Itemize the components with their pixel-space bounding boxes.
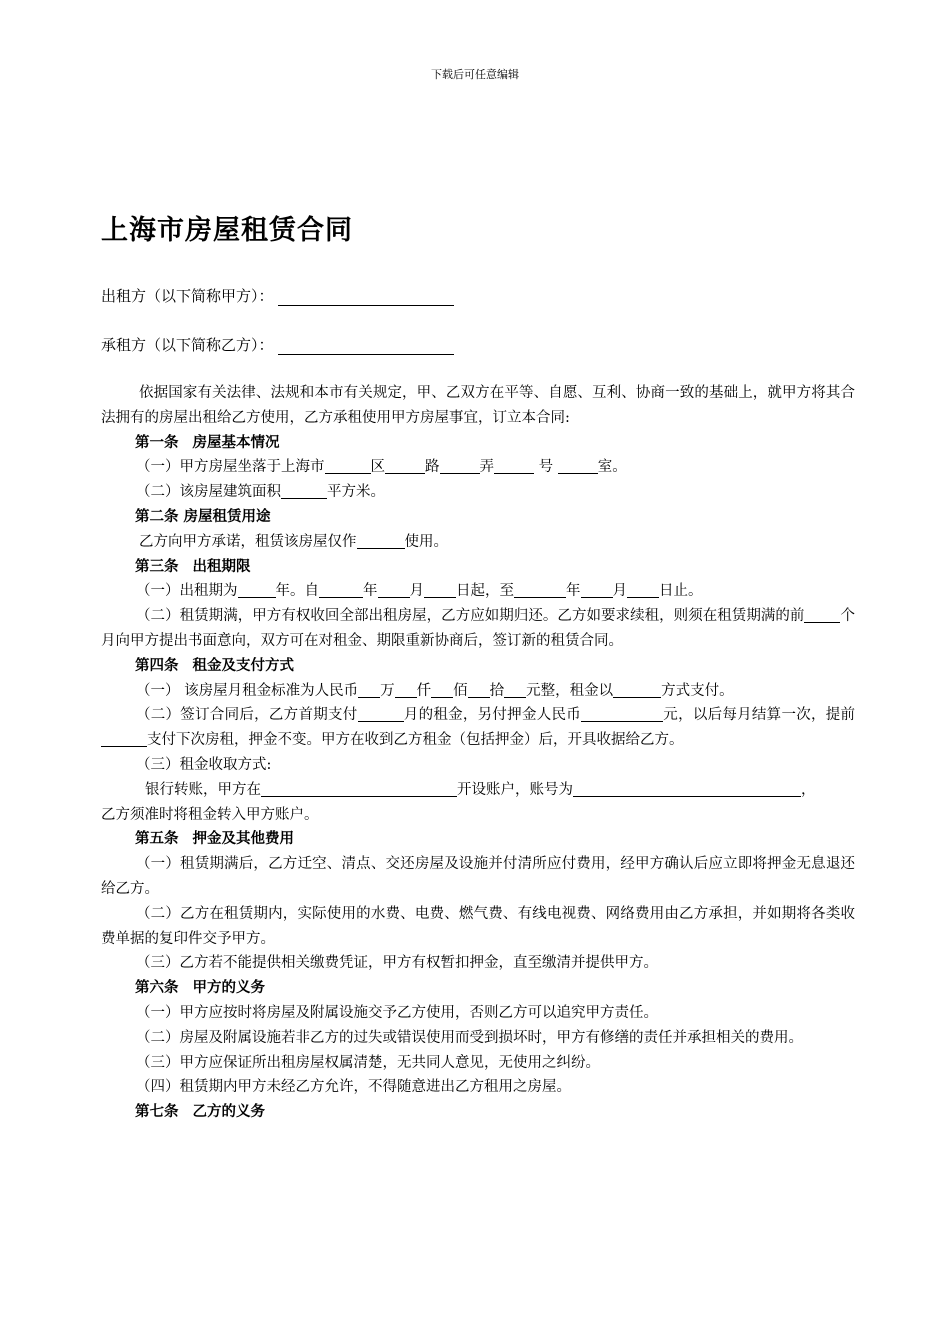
start-month-blank[interactable] <box>378 582 410 598</box>
article-4-transfer-note: 乙方须准时将租金转入甲方账户。 <box>101 806 319 823</box>
article-5-heading <box>101 827 855 852</box>
text: 元整，租金以 <box>526 682 614 699</box>
party-b-label: 承租方（以下简称乙方）： <box>101 336 274 354</box>
article-1-heading <box>101 431 855 456</box>
text: ， <box>801 781 816 798</box>
article-number: 第一条 <box>135 433 179 451</box>
text: 年 <box>363 583 378 600</box>
text: 弄 <box>479 459 494 476</box>
article-1-item-2 <box>101 480 855 505</box>
article-3-item-1 <box>101 579 855 604</box>
party-b-row <box>101 334 454 355</box>
number-blank[interactable] <box>494 458 534 474</box>
text: 路 <box>425 459 440 476</box>
article-number: 第四条 <box>135 656 179 674</box>
account-number-blank[interactable] <box>573 781 801 797</box>
article-6-item-3: （三）甲方应保证所出租房屋权属清楚，无共同人意见，无使用之纠纷。 <box>136 1054 600 1071</box>
contract-body <box>101 381 855 1125</box>
article-6-item-4: （四）租赁期内甲方未经乙方允许，不得随意进出乙方租用之房屋。 <box>136 1079 571 1096</box>
text: （一）出租期为 <box>136 583 238 600</box>
text: 仟 <box>416 682 432 699</box>
article-title: 甲方的义务 <box>192 979 265 997</box>
article-title: 出租期限 <box>192 557 251 575</box>
article-number: 第三条 <box>135 557 179 575</box>
text: 使用。 <box>404 533 448 550</box>
qian-blank[interactable] <box>395 682 417 698</box>
text: 月 <box>409 583 424 600</box>
text: 支付下次房租，押金不变。甲方在收到乙方租金（包括押金）后，开具收据给乙方。 <box>147 732 684 749</box>
text: 号 <box>534 459 558 476</box>
notice-months-blank[interactable] <box>804 607 840 623</box>
party-a-blank[interactable] <box>278 291 454 306</box>
first-months-blank[interactable] <box>358 706 404 722</box>
lane-blank[interactable] <box>440 458 480 474</box>
text: 方式支付。 <box>661 682 734 699</box>
text: 日止。 <box>659 583 703 600</box>
text: 年。自 <box>275 583 319 600</box>
road-blank[interactable] <box>385 458 425 474</box>
deposit-blank[interactable] <box>581 706 663 722</box>
article-4-item-2 <box>101 703 855 753</box>
party-b-blank[interactable] <box>278 340 454 355</box>
article-6-item-2: （二）房屋及附属设施若非乙方的过失或错误使用而受到损坏时，甲方有修缮的责任并承担相关的费用。 <box>136 1029 803 1046</box>
article-5-item-3: （三）乙方若不能提供相关缴费凭证，甲方有权暂扣押金，直至缴清并提供甲方。 <box>136 955 658 972</box>
text: 平方米。 <box>327 484 385 501</box>
article-title: 乙方的义务 <box>192 1103 265 1121</box>
text: （一）甲方房屋坐落于上海市 <box>136 459 325 476</box>
room-blank[interactable] <box>558 458 598 474</box>
shi-blank[interactable] <box>468 682 490 698</box>
text: （一） 该房屋月租金标准为人民币 <box>136 682 359 699</box>
article-2-heading: 第二条 房屋租赁用途 <box>135 507 271 525</box>
text: 乙方向甲方承诺，租赁该房屋仅作 <box>139 533 357 550</box>
article-5-item-2: （二）乙方在租赁期内，实际使用的水费、电费、燃气费、有线电视费、网络费用由乙方承担，并如期将各类收费单据的复印件交予甲方。 <box>101 905 855 947</box>
text: 万 <box>380 682 395 699</box>
article-number: 第五条 <box>135 830 179 848</box>
text: 区 <box>370 459 385 476</box>
article-title: 租金及支付方式 <box>192 656 294 674</box>
article-title: 押金及其他费用 <box>192 830 294 848</box>
article-2-item-1 <box>101 530 855 555</box>
wan-blank[interactable] <box>358 682 380 698</box>
payment-method-blank[interactable] <box>613 682 661 698</box>
years-blank[interactable] <box>238 582 276 598</box>
article-4-item-1 <box>101 679 855 704</box>
party-a-label: 出租方（以下简称甲方）： <box>101 287 274 305</box>
end-day-blank[interactable] <box>627 582 659 598</box>
start-year-blank[interactable] <box>319 582 363 598</box>
preamble: 依据国家有关法律、法规和本市有关规定，甲、乙双方在平等、自愿、互利、协商一致的基础上，就甲方将其合法拥有的房屋出租给乙方使用，乙方承租使用甲方房屋事宜，订立本合同: <box>101 385 855 426</box>
document-title: 上海市房屋租赁合同 <box>101 215 353 246</box>
article-6-heading <box>101 976 855 1001</box>
text: 年 <box>566 583 581 600</box>
yuan-blank[interactable] <box>504 682 526 698</box>
text: 室。 <box>597 459 627 476</box>
party-a-row <box>101 285 454 306</box>
end-month-blank[interactable] <box>581 582 613 598</box>
usage-blank[interactable] <box>357 533 405 549</box>
text: （二）该房屋建筑面积 <box>136 484 281 501</box>
article-4-item-3: （三）租金收取方式: <box>136 756 272 773</box>
text: 月的租金，另付押金人民币 <box>403 707 582 724</box>
article-3-item-2 <box>101 604 855 654</box>
page-header: 下载后可任意编辑 <box>431 68 519 81</box>
text: 佰 <box>453 682 468 699</box>
text: 日起，至 <box>456 583 514 600</box>
bai-blank[interactable] <box>431 682 453 698</box>
text: 元，以后每月结算一次，提前 <box>663 707 856 724</box>
start-day-blank[interactable] <box>424 582 456 598</box>
area-blank[interactable] <box>281 483 327 499</box>
article-4-heading <box>101 654 855 679</box>
article-1-item-1 <box>101 455 855 480</box>
district-blank[interactable] <box>325 458 371 474</box>
bank-name-blank[interactable] <box>261 781 457 797</box>
article-6-item-1: （一）甲方应按时将房屋及附属设施交予乙方使用，否则乙方可以追究甲方责任。 <box>136 1004 658 1021</box>
text: 开设账户，账号为 <box>457 781 573 798</box>
article-title: 房屋基本情况 <box>192 433 280 451</box>
article-4-bank-line <box>101 778 855 803</box>
text: 银行转账，甲方在 <box>145 781 261 798</box>
end-year-blank[interactable] <box>514 582 566 598</box>
text: （二）签订合同后，乙方首期支付 <box>136 707 358 724</box>
text: （二）租赁期满，甲方有权收回全部出租房屋，乙方应如期归还。乙方如要求续租，则须在租赁期满的前 <box>136 608 805 625</box>
text: 拾 <box>489 682 505 699</box>
text: 月 <box>612 583 627 600</box>
article-number: 第七条 <box>135 1103 179 1121</box>
text: 个月向甲方提出书面意向，双方可在对租金、期限重新协商后，签订新的租赁合同。 <box>101 608 856 649</box>
article-3-heading <box>101 555 855 580</box>
article-5-item-1: （一）租赁期满后，乙方迁空、清点、交还房屋及设施并付清所应付费用，经甲方确认后应立即将押金无息退还给乙方。 <box>101 856 855 897</box>
article-number: 第六条 <box>135 979 179 997</box>
advance-blank[interactable] <box>101 731 147 747</box>
article-7-heading <box>101 1100 855 1125</box>
